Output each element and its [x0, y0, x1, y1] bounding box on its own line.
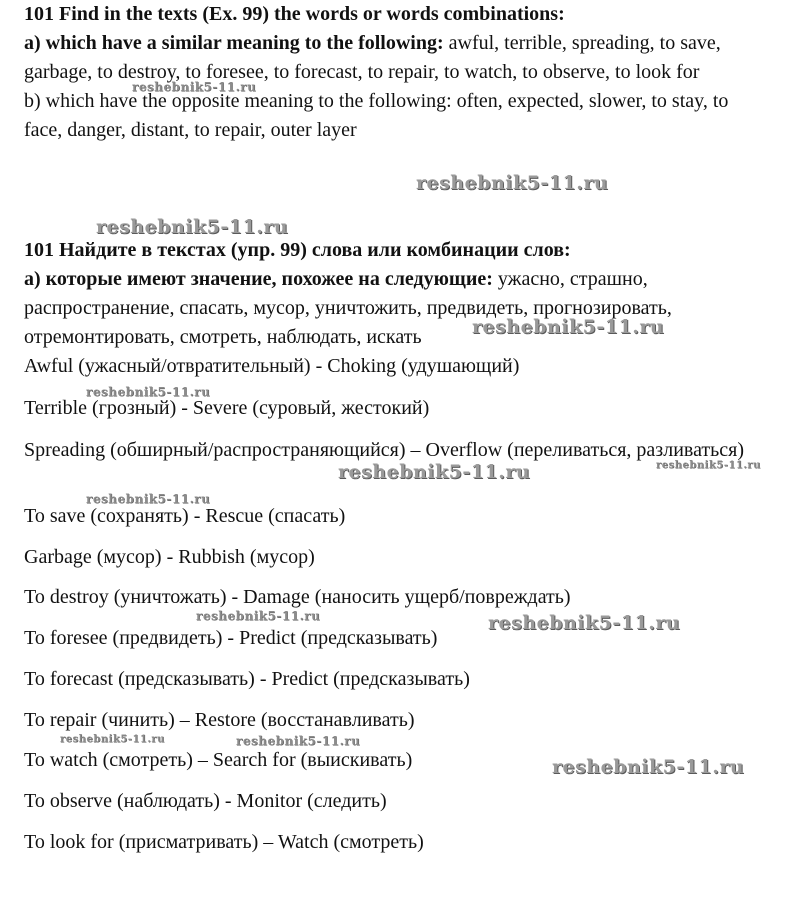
russian-title: 101 Найдите в текстах (упр. 99) слова или комбинации слов:: [24, 239, 571, 261]
watermark: reshebnik5-11.ru: [96, 216, 289, 238]
english-title: 101 Find in the texts (Ex. 99) the words or words combinations:: [24, 3, 565, 25]
answer-row: To look for (присматривать) – Watch (смотреть): [24, 831, 424, 853]
answer-row: To destroy (уничтожать) - Damage (наносить ущерб/повреждать): [24, 586, 571, 608]
answer-row: To save (сохранять) - Rescue (спасать): [24, 505, 346, 527]
answer-row: To repair (чинить) – Restore (восстанавливать): [24, 709, 415, 731]
russian-part-a-label: а) которые имеют значение, похожее на следующие:: [24, 268, 493, 290]
russian-part-a-words: ужасно, страшно, распространение, спасать, мусор, уничтожить, предвидеть, прогнозировать, отремонтировать, смотреть, наблюдать, искать: [24, 268, 672, 348]
answer-row: To observe (наблюдать) - Monitor (следить): [24, 790, 387, 812]
watermark: reshebnik5-11.ru: [196, 609, 321, 623]
answer-row: Spreading (обширный/распространяющийся) – Overflow (переливаться, разливаться): [24, 439, 745, 461]
answer-row: Terrible (грозный) - Severe (суровый, жестокий): [24, 397, 430, 419]
watermark: reshebnik5-11.ru: [488, 612, 681, 634]
watermark: reshebnik5-11.ru: [236, 734, 361, 748]
answer-row: To forecast (предсказывать) - Predict (предсказывать): [24, 668, 470, 690]
english-part-a: [24, 29, 764, 87]
watermark: reshebnik5-11.ru: [132, 80, 257, 94]
russian-part-a: [24, 265, 764, 352]
answer-row: To watch (смотреть) – Search for (выискивать): [24, 749, 413, 771]
answer-row: Garbage (мусор) - Rubbish (мусор): [24, 546, 315, 568]
watermark: reshebnik5-11.ru: [656, 460, 761, 471]
english-part-b: b) which have the opposite meaning to the following: often, expected, slower, to stay, to face, danger, distant, to repair, outer layer: [24, 90, 729, 141]
watermark: reshebnik5-11.ru: [86, 492, 211, 506]
watermark: reshebnik5-11.ru: [416, 172, 609, 194]
watermark: reshebnik5-11.ru: [86, 385, 211, 399]
watermark: reshebnik5-11.ru: [338, 461, 531, 483]
answer-row: Awful (ужасный/отвратительный) - Choking (удушающий): [24, 355, 520, 377]
english-part-a-words: awful, terrible, spreading, to save, garbage, to destroy, to foresee, to forecast, to repair, to watch, to observe, to look for: [24, 32, 721, 83]
answer-row: To foresee (предвидеть) - Predict (предсказывать): [24, 627, 438, 649]
watermark: reshebnik5-11.ru: [472, 316, 665, 338]
english-task: [24, 0, 764, 145]
english-part-a-label: a) which have a similar meaning to the following:: [24, 32, 444, 54]
watermark: reshebnik5-11.ru: [60, 734, 165, 745]
watermark: reshebnik5-11.ru: [552, 756, 745, 778]
